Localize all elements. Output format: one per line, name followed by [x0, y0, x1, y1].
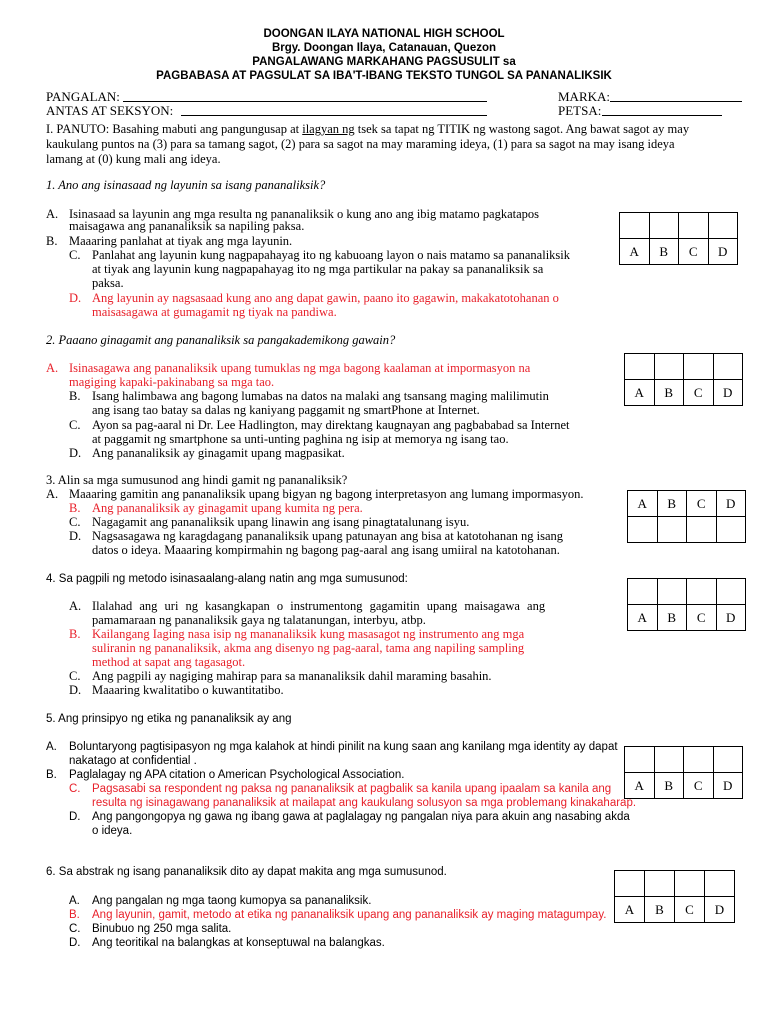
grid-choice-d[interactable]: D [714, 773, 744, 799]
grid-choice-d[interactable]: D [717, 491, 747, 517]
date-field[interactable] [602, 115, 722, 116]
choice-letter: A. [69, 895, 80, 907]
question-1: 1. Ano ang isinasaad ng layunin sa isang pananaliksik? [46, 178, 326, 192]
answer-grid-3[interactable] [627, 490, 746, 543]
choice-letter: C. [69, 923, 81, 935]
score-label: MARKA: [558, 89, 611, 104]
grid-cell[interactable] [687, 517, 717, 543]
grid-cell[interactable] [645, 871, 675, 897]
grid-cell[interactable] [628, 517, 658, 543]
q6-choice-c: Binubuo ng 250 mga salita. [92, 923, 232, 935]
grid-choice-c[interactable]: C [687, 491, 717, 517]
answer-grid-2[interactable] [624, 353, 743, 406]
question-5: 5. Ang prinsipyo ng etika ng pananaliksik ay ang [46, 713, 292, 725]
grid-choice-c[interactable]: C [679, 239, 709, 265]
q3-choice-c: Nagagamit ang pananaliksik upang linawin ang isang pinagtatalunang isyu. [92, 515, 470, 529]
choice-letter: A. [46, 741, 57, 753]
q5-choice-c-cont: resulta ng isinagawang pananaliksik at mailapat ang kaukulang solusyon sa mga problemang kinakaharap. [92, 797, 637, 809]
grid-choice-b[interactable]: B [658, 605, 688, 631]
grid-cell[interactable] [714, 354, 744, 380]
choice-letter: B. [46, 769, 57, 781]
answer-grid-4[interactable] [627, 578, 746, 631]
grid-cell[interactable] [717, 517, 747, 543]
grid-cell[interactable] [679, 213, 709, 239]
choice-letter: B. [69, 389, 81, 403]
grid-choice-b[interactable]: B [650, 239, 680, 265]
grid-choice-c[interactable]: C [684, 380, 714, 406]
score-field[interactable] [610, 101, 742, 102]
section-label: ANTAS AT SEKSYON: [46, 103, 174, 118]
grid-choice-a[interactable]: A [620, 239, 650, 265]
answer-grid-6[interactable] [614, 870, 735, 923]
q1-choice-b: Maaaring panlahat at tiyak ang mga layunin. [69, 234, 293, 248]
instructions-line-1: I. PANUTO: Basahing mabuti ang pangungusap at ilagyan ng tsek sa tapat ng TITIK ng wastong sagot. Ang bawat sagot ay may [46, 122, 690, 136]
choice-letter: A. [46, 207, 59, 221]
choice-letter: C. [69, 515, 81, 529]
exam-title: PANGALAWANG MARKAHANG PAGSUSULIT sa [252, 56, 516, 68]
choice-letter: A. [46, 361, 59, 375]
choice-letter: A. [69, 599, 82, 613]
grid-cell[interactable] [658, 517, 688, 543]
question-2: 2. Paaano ginagamit ang pananaliksik sa pangakademikong gawain? [46, 333, 396, 347]
q2-choice-b: Isang halimbawa ang bagong lumabas na datos na malaki ang tsansang maging malilimutin [92, 389, 549, 403]
grid-choice-a[interactable]: A [628, 491, 658, 517]
date-label: PETSA: [558, 103, 602, 118]
q4-choice-c: Ang pagpili ay nagiging mahirap para sa mananaliksik dahil maraming basahin. [92, 669, 492, 683]
grid-choice-d[interactable]: D [705, 897, 735, 923]
q3-choice-d: Nagsasagawa ng karagdagang pananaliksik upang patunayan ang bisa at katotohanan ng isang [92, 529, 564, 543]
grid-cell[interactable] [687, 579, 717, 605]
grid-cell[interactable] [650, 213, 680, 239]
q5-choice-b: Paglalagay ng APA citation o American Psychological Association. [69, 769, 405, 781]
name-label: PANGALAN: [46, 89, 120, 104]
school-name: DOONGAN ILAYA NATIONAL HIGH SCHOOL [263, 28, 505, 40]
grid-cell[interactable] [705, 871, 735, 897]
choice-letter: C. [69, 418, 81, 432]
q6-choice-a: Ang pangalan ng mga taong kumopya sa pananaliksik. [92, 895, 372, 907]
grid-cell[interactable] [628, 579, 658, 605]
grid-choice-b[interactable]: B [658, 491, 688, 517]
q3-choice-b-correct: Ang pananaliksik ay ginagamit upang kumita ng pera. [92, 501, 363, 515]
q1-choice-c-cont: at tiyak ang layunin kung nagpapahayag ito ng mga partikular na pakay sa pananaliksik sa [92, 262, 544, 276]
answer-grid-5[interactable] [624, 746, 743, 799]
q5-choice-d-cont: o ideya. [92, 825, 133, 837]
name-field[interactable] [123, 101, 487, 102]
q4-choice-b-correct: Kailangang Iaging nasa isip ng mananaliksik kung masasagot ng instrumento ang mga [92, 627, 525, 641]
q1-choice-c: Panlahat ang layunin kung nagpapahayag ito ng kabuoang layon o nais matamo sa pananaliksik [92, 248, 571, 262]
q2-choice-d: Ang pananaliksik ay ginagamit upang magpasikat. [92, 446, 345, 460]
grid-cell[interactable] [625, 747, 655, 773]
choice-letter: C. [69, 669, 81, 683]
choice-letter: B. [46, 234, 58, 248]
grid-cell[interactable] [625, 354, 655, 380]
q4-choice-d: Maaaring kwalitatibo o kuwantitatibo. [92, 683, 284, 697]
q1-choice-c-cont: paksa. [92, 276, 124, 290]
grid-cell[interactable] [658, 579, 688, 605]
choice-letter: B. [69, 627, 81, 641]
grid-choice-a[interactable]: A [625, 773, 655, 799]
q4-choice-b-cont: method at sapat ang tagasagot. [92, 655, 246, 669]
grid-choice-b[interactable]: B [655, 380, 685, 406]
choice-letter: A. [46, 487, 59, 501]
grid-choice-c[interactable]: C [684, 773, 714, 799]
q1-choice-a-cont: maisagawa ang pananaliksik sa napiling paksa. [69, 219, 305, 233]
grid-choice-d[interactable]: D [717, 605, 747, 631]
answer-grid-1[interactable] [619, 212, 738, 265]
grid-choice-c[interactable]: C [675, 897, 705, 923]
grid-choice-b[interactable]: B [645, 897, 675, 923]
grid-choice-a[interactable]: A [625, 380, 655, 406]
q6-choice-d: Ang teoritikal na balangkas at konseptuwal na balangkas. [92, 937, 385, 949]
grid-choice-a[interactable]: A [615, 897, 645, 923]
choice-letter: B. [69, 909, 80, 921]
choice-letter: B. [69, 501, 81, 515]
grid-choice-d[interactable]: D [709, 239, 739, 265]
question-4: 4. Sa pagpili ng metodo isinasaalang-alang natin ang mga sumusunod: [46, 573, 408, 585]
question-3: 3. Alin sa mga sumusunod ang hindi gamit ng pananaliksik? [46, 473, 348, 487]
grid-cell[interactable] [714, 747, 744, 773]
grid-choice-c[interactable]: C [687, 605, 717, 631]
grid-cell[interactable] [709, 213, 739, 239]
grid-cell[interactable] [717, 579, 747, 605]
q3-choice-a: Maaaring gamitin ang pananaliksik upang bigyan ng bagong interpretasyon ang lumang impormasyon. [69, 487, 584, 501]
instructions-line-3: lamang at (0) kung mali ang ideya. [46, 152, 221, 166]
grid-cell[interactable] [655, 354, 685, 380]
choice-letter: C. [69, 248, 81, 262]
grid-cell[interactable] [655, 747, 685, 773]
q5-choice-d: Ang pangongopya ng gawa ng ibang gawa at paglalagay ng pangalan niya para akuin ang nasabing akda [92, 811, 630, 823]
q4-choice-a: Ilalahad ang uri ng kasangkapan o instrumentong gagamitin upang maisagawa ang [92, 599, 546, 613]
grid-cell[interactable] [675, 871, 705, 897]
grid-cell[interactable] [615, 871, 645, 897]
choice-letter: D. [69, 937, 81, 949]
school-address: Brgy. Doongan Ilaya, Catanauan, Quezon [271, 42, 497, 54]
choice-letter: D. [69, 529, 82, 543]
subject-title: PAGBABASA AT PAGSULAT SA IBA'T-IBANG TEKSTO TUNGOL SA PANANALIKSIK [156, 70, 612, 82]
q2-choice-a-correct: Isinasagawa ang pananaliksik upang tumuklas ng mga bagong kaalaman at impormasyon na [69, 361, 531, 375]
q5-choice-a-cont: nakatago at confidential . [69, 755, 197, 767]
q5-choice-c-correct: Pagsasabi sa respondent ng paksa ng pananaliksik at pagbalik sa kanila upang ipaalam sa kanila ang [92, 783, 612, 795]
q1-choice-d-cont: maisasagawa at gumagamit ng tiyak na pandiwa. [92, 305, 337, 319]
q3-choice-d-cont: datos o ideya. Maaaring kompirmahin ng bagong pag-aaral ang isang umiiral na katotohanan. [92, 543, 560, 557]
choice-letter: C. [69, 783, 81, 795]
q1-choice-a: Isinasaad sa layunin ang mga resulta ng pananaliksik o kung ano ang ibig matamo pagkatapos [69, 207, 540, 221]
q2-choice-c: Ayon sa pag-aaral ni Dr. Lee Hadlington, may direktang kaugnayan ang pagbababad sa Internet [92, 418, 570, 432]
choice-letter: D. [69, 811, 81, 823]
q2-choice-c-cont: at paggamit ng smartphone sa unti-unting paghina ng isip at memorya ng isang tao. [92, 432, 509, 446]
q2-choice-b-cont: ang isang tao batay sa dalas ng kaniyang paggamit ng smartPhone at Internet. [92, 403, 480, 417]
grid-choice-b[interactable]: B [655, 773, 685, 799]
q6-choice-b-correct: Ang layunin, gamit, metodo at etika ng pananaliksik upang ang pananaliksik ay maging matagumpay. [92, 909, 607, 921]
grid-choice-d[interactable]: D [714, 380, 744, 406]
grid-cell[interactable] [684, 747, 714, 773]
grid-cell[interactable] [684, 354, 714, 380]
choice-letter: D. [69, 683, 82, 697]
q5-choice-a: Boluntaryong pagtisipasyon ng mga kalahok at hindi pinilit na kung saan ang kanilang mga identity ay dapat [69, 741, 618, 753]
q4-choice-b-cont: suliranin ng pananaliksik, akma ang disenyo ng pag-aaral, tama ang napiling sampling [92, 641, 525, 655]
instructions-line-2: kaukulang puntos na (3) para sa tamang sagot, (2) para sa sagot na may maraming ideya, (1) para sa sagot na may isang ideya [46, 137, 675, 151]
section-field[interactable] [181, 115, 487, 116]
choice-letter: D. [69, 291, 82, 305]
grid-cell[interactable] [620, 213, 650, 239]
q4-choice-a-cont: pamamaraan ng pananaliksik gaya ng talatanungan, interbyu, atbp. [92, 613, 426, 627]
choice-letter: D. [69, 446, 82, 460]
grid-choice-a[interactable]: A [628, 605, 658, 631]
q1-choice-d-correct: Ang layunin ay nagsasaad kung ano ang dapat gawin, paano ito gagawin, makakatotohanan o [92, 291, 559, 305]
q2-choice-a-cont: magiging kapaki-pakinabang sa mga tao. [69, 375, 275, 389]
question-6: 6. Sa abstrak ng isang pananaliksik dito ay dapat makita ang mga sumusunod. [46, 866, 447, 878]
